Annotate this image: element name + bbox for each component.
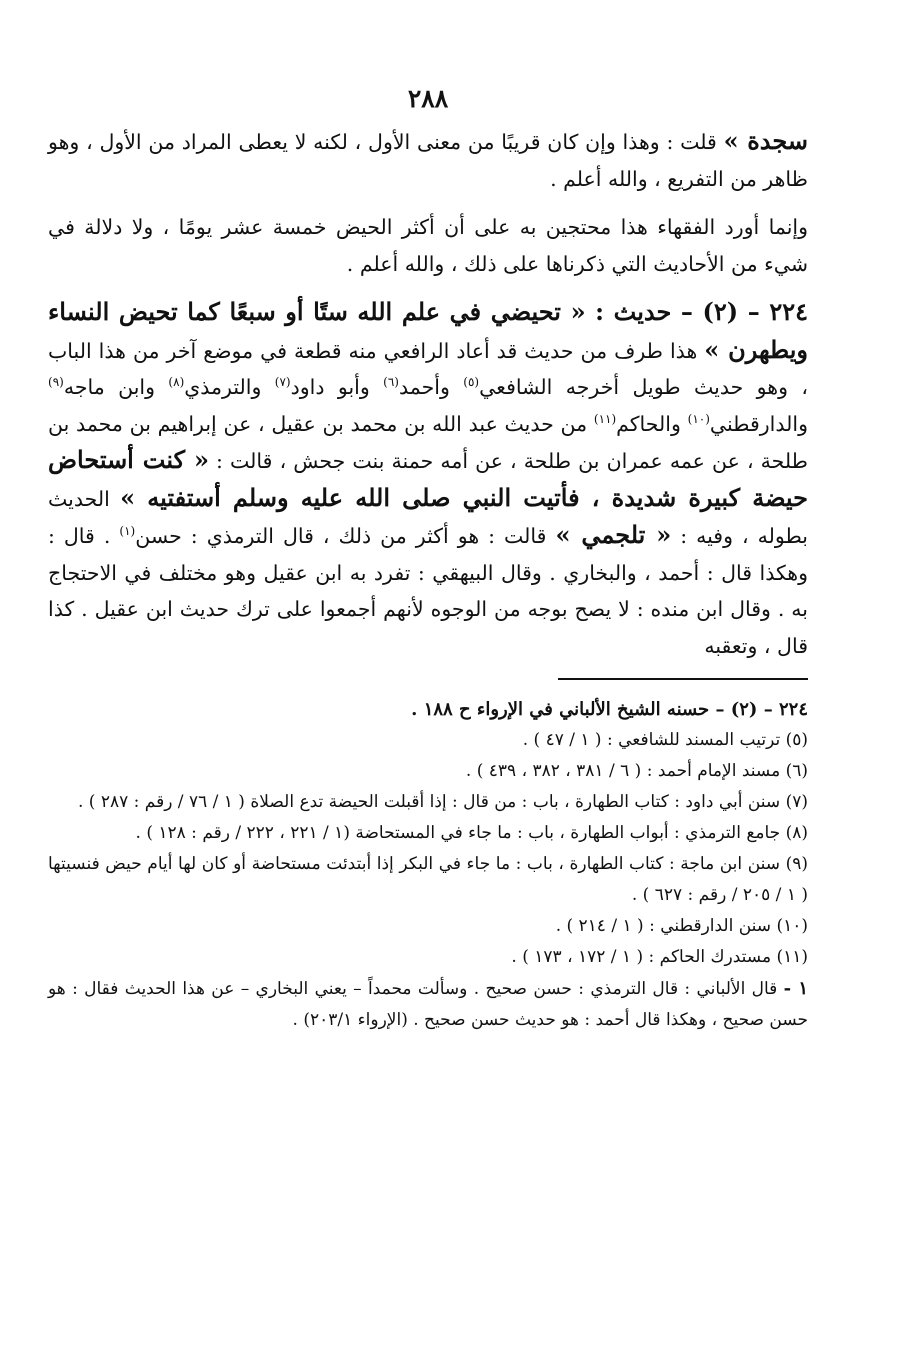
bold-phrase: سجدة » <box>723 126 808 155</box>
paragraph-text: وابن ماجه <box>63 375 169 399</box>
paragraph-text: هذا طرف من حديث قد أعاد الرافعي منه قطعة في موضع آخر من هذا الباب ، وهو حديث طويل أخرجه الشافعي <box>48 338 808 399</box>
paragraph-text: قالت : هو أكثر من ذلك ، قال الترمذي : حسن <box>135 524 556 548</box>
footnote-ref: (٦) <box>383 375 399 390</box>
footnote-5: (٥) ترتيب المسند للشافعي : ( ١ / ٤٧ ) . <box>522 730 808 750</box>
paragraph-text: وأبو داود <box>290 375 384 399</box>
paragraph-text: والترمذي <box>184 375 275 399</box>
footnote-text: قال الألباني : قال الترمذي : حسن صحيح . وسألت محمداً – يعني البخاري – عن هذا الحديث فقال : هو حسن صحيح ، وهكذا قال أحمد : هو حديث حسن صحيح . (الإرواء ٢٠٣/١) . <box>48 979 808 1030</box>
footnote-ref: (٥) <box>463 375 480 390</box>
page-number: ٢٨٨ <box>407 84 449 113</box>
paragraph-text: من حديث عبد الله بن محمد بن عقيل ، عن إبراهيم بن محمد بن طلحة ، عن عمه عمران بن طلحة ، عن أمه حمنة بنت جحش ، قالت : <box>48 411 808 473</box>
bold-quote: « تلجمي » <box>555 520 672 549</box>
paragraph-text: والدارقطني <box>709 411 808 436</box>
hadith-heading: ٢٢٤ – (٢) – حديث : « تحيضي في علم الله ستًا أو سبعًا كما تحيض النساء ويطهرن » <box>48 297 808 364</box>
footnote-marker: ١ - <box>783 978 809 999</box>
footnote-7: (٧) سنن أبي داود : كتاب الطهارة ، باب : من قال : إذا أقبلت الحيضة تدع الصلاة ( ١ / ٧٦ / رقم : ٢٨٧ ) . <box>77 792 808 812</box>
paragraph-2 <box>48 209 808 282</box>
footnote-8: (٨) جامع الترمذي : أبواب الطهارة ، باب : ما جاء في المستحاضة (١ / ٢٢١ ، ٢٢٢ / رقم : ١٢٨ ) . <box>135 823 808 843</box>
paragraph-text: الحديث بطوله ، وفيه : <box>48 486 808 548</box>
bold-quote: « كنت أستحاض حيضة كبيرة شديدة ، فأتيت النبي صلى الله عليه وسلم أستفتيه » <box>48 445 808 512</box>
footnote-10: (١٠) سنن الدارقطني : ( ١ / ٢١٤ ) . <box>555 916 808 936</box>
paragraph-text: قلت : وهذا وإن كان قريبًا من معنى الأول ، لكنه لا يعطى المراد من الأول ، وهو ظاهر من التفريع ، والله أعلم . <box>48 130 808 191</box>
footnote-11: (١١) مستدرك الحاكم : ( ١ / ١٧٢ ، ١٧٣ ) . <box>511 947 808 967</box>
footnotes <box>48 694 808 1036</box>
footnote-ref: (٩) <box>48 375 64 390</box>
footnote-ref: (٨) <box>168 375 185 390</box>
paragraph-text: والحاكم <box>616 411 688 436</box>
footnote-divider <box>558 678 808 680</box>
footnote-ref: (١٠) <box>687 411 710 426</box>
paragraph-text: . قال : وهكذا قال : أحمد ، والبخاري . وقال البيهقي : تفرد به ابن عقيل وهو مختلف في الاحتجاج به . وقال ابن منده : لا يصح بوجه من الوجوه لأنهم أجمعوا على ترك حديث ابن عقيل . كذا قال ، وتعقبه <box>48 524 808 658</box>
footnote-9: (٩) سنن ابن ماجة : كتاب الطهارة ، باب : ما جاء في البكر إذا أبتدئت مستحاضة أو كان لها أيام حيض فنسيتها ( ١ / ٢٠٥ / رقم : ٦٢٧ ) . <box>48 854 808 905</box>
footnote-takhrij: ٢٢٤ – (٢) – حسنه الشيخ الألباني في الإرواء ح ١٨٨ . <box>411 699 808 720</box>
document-page <box>48 84 808 1036</box>
footnote-ref: (١١) <box>593 411 617 426</box>
paragraph-1 <box>48 123 808 197</box>
main-text <box>48 123 808 664</box>
footnote-6: (٦) مسند الإمام أحمد : ( ٦ / ٣٨١ ، ٣٨٢ ، ٤٣٩ ) . <box>465 761 808 781</box>
footnote-ref: (١) <box>119 524 136 539</box>
paragraph-text: وإنما أورد الفقهاء هذا محتجين به على أن أكثر الحيض خمسة عشر يومًا ، ولا دلالة في شيء من الأحاديث التي ذكرناها على ذلك ، والله أعلم . <box>48 215 808 276</box>
paragraph-text: وأحمد <box>398 375 464 399</box>
footnote-albani <box>48 973 808 1036</box>
footnote-ref: (٧) <box>274 375 291 390</box>
paragraph-hadith-224 <box>48 294 808 664</box>
